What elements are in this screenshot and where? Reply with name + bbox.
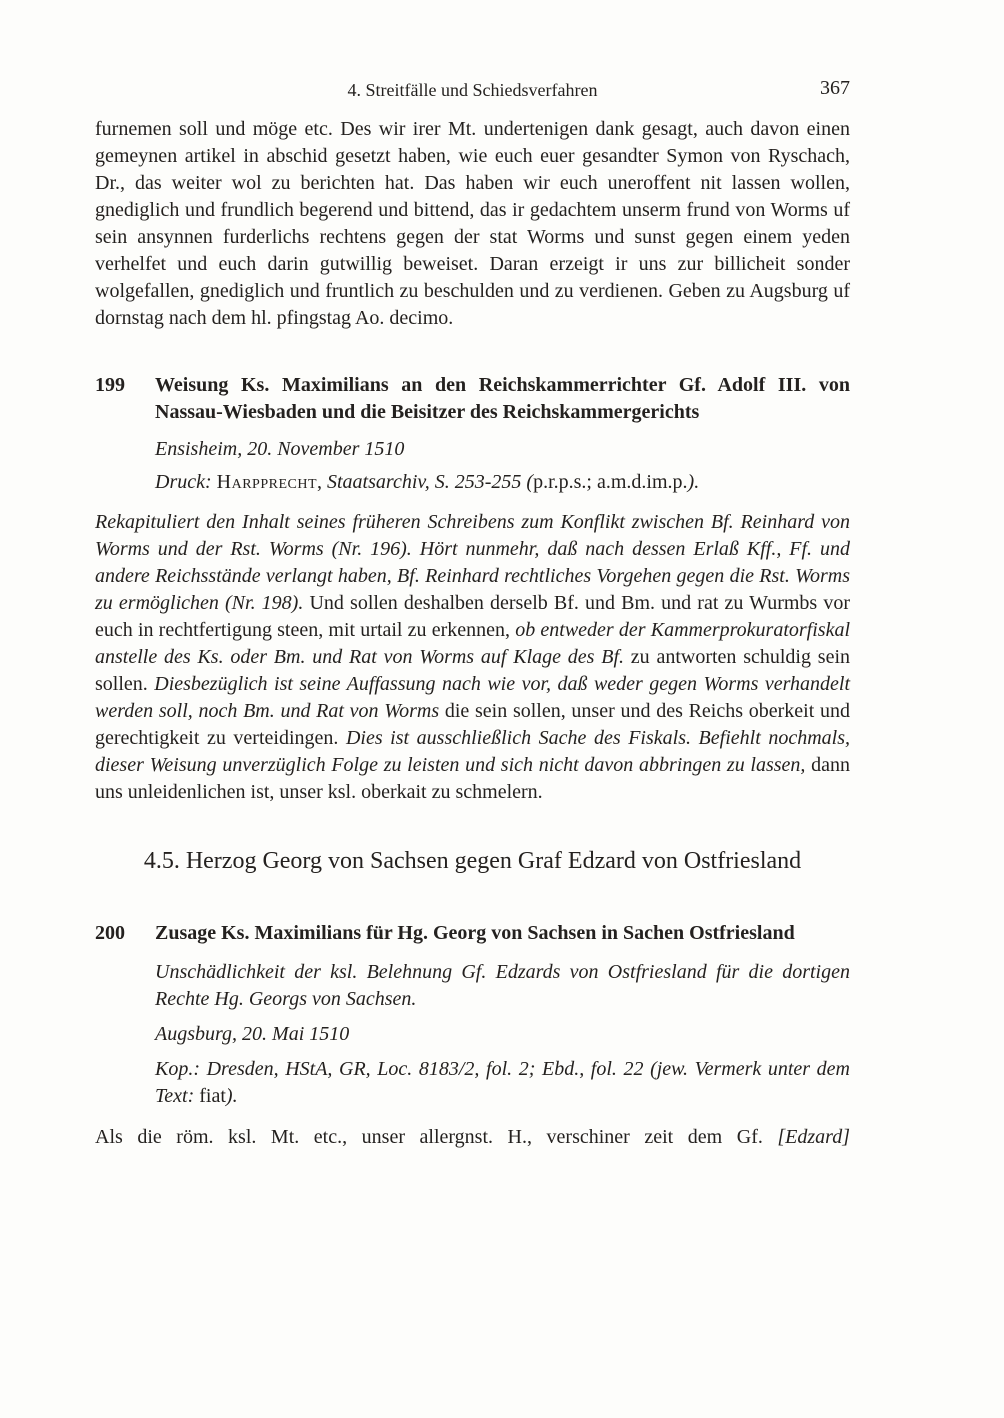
- entry-number: 200: [95, 922, 125, 944]
- paragraph-letter-continuation: furnemen soll und möge etc. Des wir irer Mt. undertenigen dank gesagt, auch davon einen gemeynen artikel in abschid gesetzt haben, wie euch euer gesandter Symon von Ryschach, Dr., das weiter wol zu berichten hat. Das haben wir euch uneroffent nit lassen wollen, gnediglich und frundlich begerend und bittend, das ir gedachtem unserm frund von Worms uf sein ansynnen furderlichs rechtens gegen der stat Worms und sunst gegen einem yeden verhelfet und euch darin gutwillig beweiset. Daran erzeigt ir uns zur billicheit sonder wolgefallen, gnediglich und fruntlich zu beschulden und zu verdienen. Geben zu Augsburg uf dornstag nach dem hl. pfingstag Ao. decimo.: [95, 118, 850, 329]
- paragraph-letter-opening: Als die röm. ksl. Mt. etc., unser allergnst. H., verschiner zeit dem Gf. [Edzard]: [95, 1126, 850, 1148]
- section-heading: 4.5. Herzog Georg von Sachsen gegen Graf Edzard von Ostfriesland: [143, 848, 802, 874]
- entry-source: Kop.: Dresden, HStA, GR, Loc. 8183/2, fol. 2; Ebd., fol. 22 (jew. Vermerk unter dem Text: fiat).: [155, 1058, 850, 1107]
- entry-source: Druck: Harpprecht, Staatsarchiv, S. 253-255 (p.r.p.s.; a.m.d.im.p.).: [155, 471, 700, 493]
- entry-place-date: Augsburg, 20. Mai 1510: [155, 1023, 350, 1045]
- page-number: 367: [820, 77, 850, 99]
- entry-199: [95, 372, 850, 806]
- entry-regest-summary: Unschädlichkeit der ksl. Belehnung Gf. Edzards von Ostfriesland für die dortigen Rechte Hg. Georgs von Sachsen.: [155, 961, 850, 1010]
- entry-title: Weisung Ks. Maximilians an den Reichskammerrichter Gf. Adolf III. von Nassau-Wiesbaden und die Beisitzer des Reichskammergerichts: [155, 374, 850, 423]
- entry-title: Zusage Ks. Maximilians für Hg. Georg von Sachsen in Sachen Ostfriesland: [155, 922, 795, 944]
- entry-place-date: Ensisheim, 20. November 1510: [155, 438, 405, 460]
- entry-200: [95, 920, 850, 1110]
- entry-number: 199: [95, 374, 125, 396]
- entry-200-head: [95, 920, 850, 947]
- page-header: [95, 78, 850, 102]
- entry-regest: Rekapituliert den Inhalt seines früheren Schreibens zum Konflikt zwischen Bf. Reinhard von Worms und der Rst. Worms (Nr. 196). Hört nunmehr, daß nach dessen Erlaß Kff., Ff. und andere Reichsstände verlangt haben, Bf. Reinhard rechtliches Vorgehen gegen die Rst. Worms zu ermöglichen (Nr. 198). Und sollen deshalben derselb Bf. und Bm. und rat zu Wurmbs vor euch in rechtfertigung steen, mit urtail zu erkennen, ob entweder der Kammerprokuratorfiskal anstelle des Ks. oder Bm. und Rat von Worms auf Klage des Bf. zu antworten schuldig sein sollen. Diesbezüglich ist seine Auffassung nach wie vor, daß weder gegen Worms verhandelt werden soll, noch Bm. und Rat von Worms die sein sollen, unser und des Reichs oberkeit und gerechtigkeit zu verteidingen. Dies ist ausschließlich Sache des Fiskals. Befiehlt nochmals, dieser Weisung unverzüglich Folge zu leisten und sich nicht davon abbringen zu lassen, dann uns unleidenlichen ist, unser ksl. oberkait zu schmelern.: [95, 511, 851, 803]
- running-title: 4. Streitfälle und Schiedsverfahren: [347, 80, 598, 100]
- entry-199-head: [95, 372, 850, 426]
